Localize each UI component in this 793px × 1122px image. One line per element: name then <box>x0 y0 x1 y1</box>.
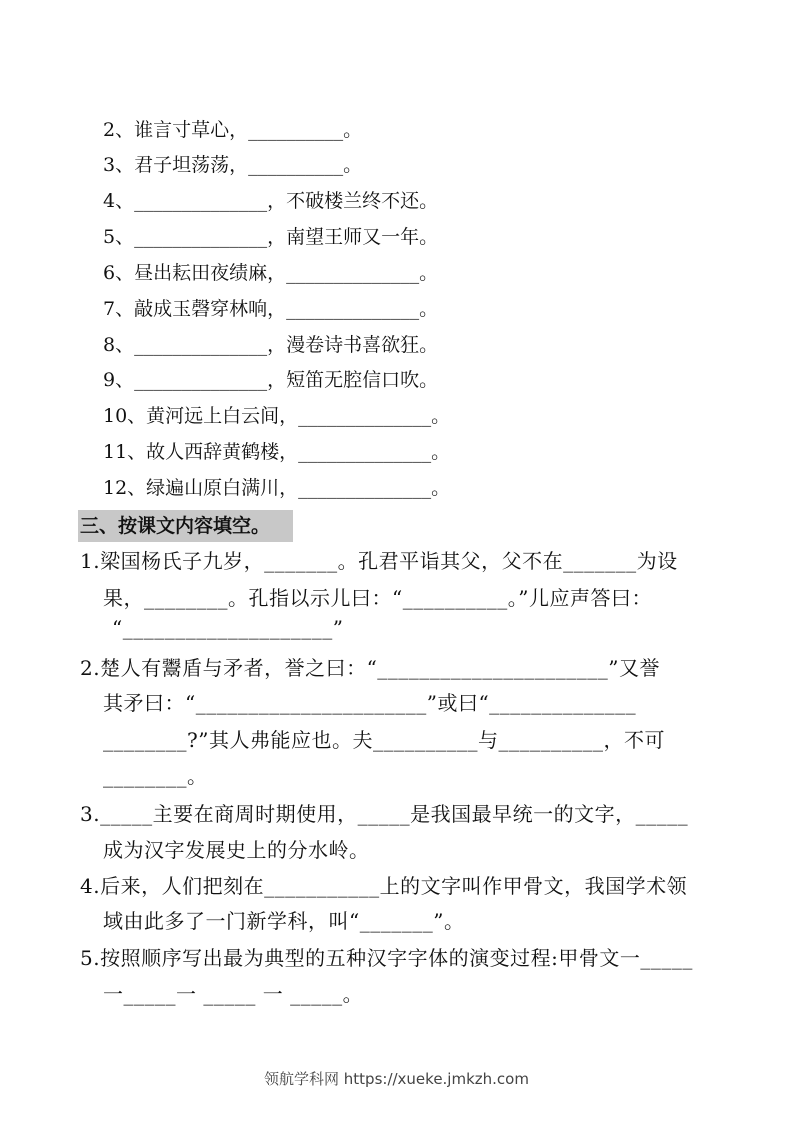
question-2-line-4: ________。 <box>103 764 208 788</box>
poem-item-9: 9、______________，短笛无腔信口吹。 <box>103 369 439 391</box>
question-4-line-2: 域由此多了一门新学科，叫“_______”。 <box>103 909 465 933</box>
question-2-line-1: 2.楚人有鬻盾与矛者，誉之曰：“______________________”又誉 <box>80 656 661 680</box>
question-1-line-3: “____________________” <box>112 616 344 640</box>
poem-item-7: 7、敲成玉磬穿林响，______________。 <box>103 298 439 320</box>
poem-item-2: 2、谁言寸草心，__________。 <box>103 119 363 141</box>
question-2-line-3: ________?”其人弗能应也。夫__________与__________，不可 <box>103 728 665 752</box>
question-5-line-1: 5.按照顺序写出最为典型的五种汉字字体的演变过程:甲骨文一_____ <box>80 946 693 970</box>
question-3-line-1: 3._____主要在商周时期使用，_____是我国最早统一的文字，_____ <box>80 802 689 826</box>
section-title: 三、按课文内容填空。 <box>78 510 293 542</box>
poem-item-10: 10、黄河远上白云间，______________。 <box>103 405 451 427</box>
question-3-line-2: 成为汉字发展史上的分水岭。 <box>103 838 370 862</box>
poem-item-11: 11、故人西辞黄鹤楼，______________。 <box>103 441 451 463</box>
footer-watermark: 领航学科网 https://xueke.jmkzh.com <box>264 1070 529 1088</box>
question-5-line-2: 一_____一 _____ 一 _____。 <box>103 982 364 1006</box>
poem-item-12: 12、绿遍山原白满川，______________。 <box>103 477 451 499</box>
question-4-line-1: 4.后来，人们把刻在___________上的文字叫作甲骨文，我国学术领 <box>80 874 688 898</box>
poem-item-5: 5、______________，南望王师又一年。 <box>103 226 439 248</box>
question-1-line-2: 果，________。孔指以示儿曰：“__________。”儿应声答曰： <box>103 586 652 610</box>
question-2-line-2: 其矛曰：“______________________”或曰“______________ <box>103 691 637 715</box>
poem-item-4: 4、______________，不破楼兰终不还。 <box>103 190 439 212</box>
poem-item-8: 8、______________，漫卷诗书喜欲狂。 <box>103 334 439 356</box>
poem-item-3: 3、君子坦荡荡，__________。 <box>103 154 363 176</box>
question-1-line-1: 1.梁国杨氏子九岁，_______。孔君平诣其父，父不在_______为设 <box>80 549 678 573</box>
poem-item-6: 6、昼出耘田夜绩麻，______________。 <box>103 262 439 284</box>
